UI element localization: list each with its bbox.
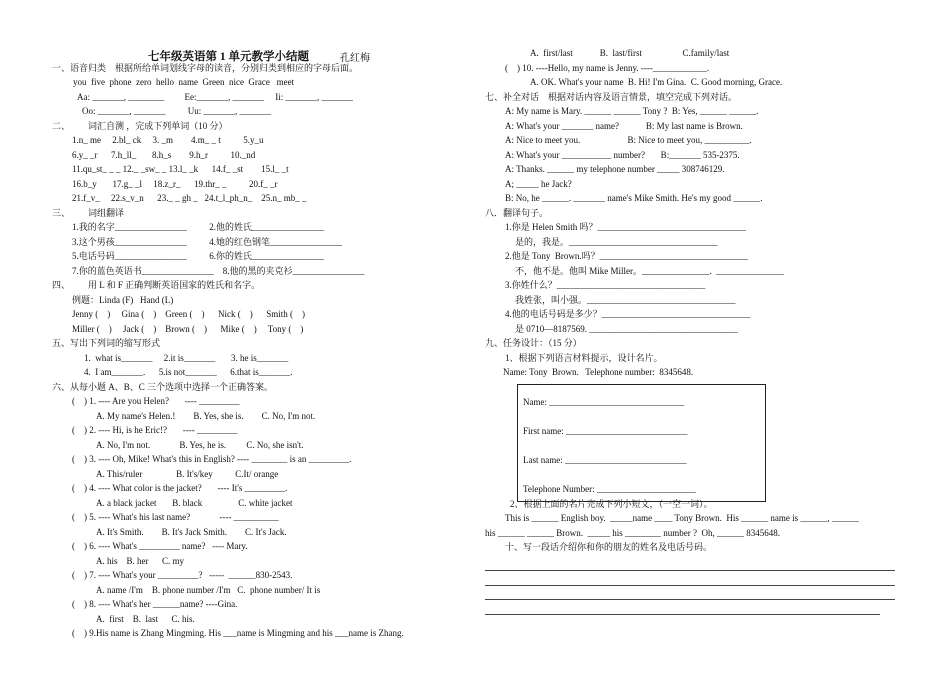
text-line: 5.电话号码________________ 6.你的姓氏________________ (72, 251, 325, 261)
text-line: ( ) 9.His name is Zhang Mingming. His ___name is Mingming and his ___name is Zhang. (72, 628, 404, 638)
writing-line-2 (485, 585, 895, 586)
page-title: 七年级英语第 1 单元教学小结题 (148, 51, 309, 63)
text-line: 是 0710—8187569. _________________________________ (515, 324, 738, 334)
text-line: 2、根据上面的名片完成下列小短文，（一空一词）。 (510, 499, 713, 509)
text-line: 11.qu_st_ _ _ 12._ _sw_ _ 13.l_ _k 14.f_ _st 15.l_ _t (72, 164, 289, 174)
text-line: A. This/ruler B. It's/key C.It/ orange (96, 469, 279, 479)
text-line: ( ) 1. ---- Are you Helen? ---- _________ (72, 396, 240, 406)
text-line: 例题：Linda (F) Hand (L) (72, 295, 174, 305)
text-line: 4.他的电话号码是多少？_________________________________ (505, 309, 751, 319)
text-line: A. It's Smith. B. It's Jack Smith. C. It's Jack. (96, 527, 287, 537)
text-line: A: What's your _______ name? B: My last name is Brown. (505, 121, 743, 131)
text-line: A: What's your ___________ number? B:_______ 535-2375. (505, 150, 740, 160)
text-line: 7.你的蓝色英语书________________ 8.他的黑的夹克衫________________ (72, 266, 365, 276)
writing-line-3 (485, 599, 895, 600)
text-line: Name: Tony Brown. Telephone number: 8345648. (503, 367, 694, 377)
text-line: 1.你是 Helen Smith 吗？_________________________________ (505, 222, 746, 232)
text-line: 十、写一段话介绍你和你的朋友的姓名及电话号码。 (505, 542, 713, 552)
text-line: A; _____ he Jack? (505, 179, 572, 189)
text-line: 1. what is_______ 2.it is_______ 3. he is_______ (84, 353, 289, 363)
text-line: his ______ ______ Brown. _____ his ________ number ? Oh, ______ 8345648. (485, 528, 780, 538)
text-line: A: My name is Mary. ______ ______ Tony ? B: Yes, ______ ______. (505, 106, 759, 116)
text-line: 16.b_y 17.g_ _l 18.z_r_ 19.thr_ _ 20.f_ _r (72, 179, 278, 189)
text-line: B: No, he ______. _______ name's Mike Smith. He's my good ______. (505, 193, 763, 203)
text-line: 1.我的名字________________ 2.他的姓氏________________ (72, 222, 325, 232)
text-line: 我姓张，叫小强。_________________________________ (515, 295, 736, 305)
text-line: First name: ___________________________ (523, 426, 688, 436)
text-line: Oo: _______, _______ Uu: _______, _______ (82, 106, 271, 116)
text-line: 6.y_ _r 7.h_ll_ 8.h_s 9.h_r 10._nd (72, 150, 256, 160)
text-line: 不，他不是。他叫 Mike Miller。_______________. _______________ (515, 266, 784, 276)
text-line: A: Nice to meet you. B: Nice to meet you, __________. (505, 135, 752, 145)
text-line: 4. I am_______. 5.is not_______ 6.that is_______. (84, 367, 293, 377)
text-line: 1、根据下列语言材料提示，设计名片。 (505, 353, 663, 363)
text-line: ( ) 3. ---- Oh, Mike! What's this in English? ---- ________ is an _________. (72, 454, 352, 464)
writing-line-4 (485, 614, 880, 615)
text-line: A. his B. her C. my (96, 556, 185, 566)
text-line: Name: ______________________________ (523, 397, 685, 407)
text-line: 八．翻译句子。 (485, 208, 549, 218)
text-line: ( ) 4. ---- What color is the jacket? ---- It's _________. (72, 483, 288, 493)
text-line: A. first/last B. last/first C.family/last (530, 48, 730, 58)
text-line: 一、语音归类 根据所给单词划线字母的读音，分别归类到相应的字母后面。 (52, 63, 359, 73)
text-line: 七、补全对话 根据对话内容及语言情景，填空完成下列对话。 (485, 92, 738, 102)
writing-line-1 (485, 570, 895, 571)
text-line: ( ) 2. ---- Hi, is he Eric!? ---- _________ (72, 425, 238, 435)
text-line: 2.他是 Tony Brown.吗？_________________________________ (505, 251, 749, 261)
text-line: 九、任务设计：（15 分） (485, 338, 582, 348)
text-line: 是的，我是。_________________________________ (515, 237, 718, 247)
text-line: 3.这个男孩________________ 4.她的红色钢笔________________ (72, 237, 343, 247)
text-line: Telephone Number: ______________________ (523, 484, 696, 494)
business-card-box (517, 384, 766, 502)
text-line: 六、从每小题 A、B、C 三个选项中选择一个正确答案。 (52, 382, 274, 392)
text-line: Last name: ___________________________ (523, 455, 687, 465)
author-name: 孔红梅 (340, 53, 370, 64)
text-line: Jenny ( ) Gina ( ) Green ( ) Nick ( ) Smith ( ) (72, 309, 305, 319)
text-line: A. My name's Helen.! B. Yes, she is. C. No, I'm not. (96, 411, 316, 421)
text-line: 3.你姓什么？_________________________________ (505, 280, 706, 290)
text-line: ( ) 7. ---- What's your _________? ----- ______830-2543. (72, 570, 293, 580)
text-line: 五、写出下列词的缩写形式 (52, 338, 161, 348)
text-line: A. No, I'm not. B. Yes, he is. C. No, she isn't. (96, 440, 304, 450)
text-line: ( ) 10. ----Hello, my name is Jenny. ----____________. (505, 63, 710, 73)
text-line: A. first B. last C. his. (96, 614, 195, 624)
text-line: 二、 词汇自测 ，完成下列单词（10 分） (52, 121, 228, 131)
text-line: ( ) 6. ---- What's _________ name? ---- Mary. (72, 541, 248, 551)
text-line: ( ) 8. ---- What's her ______name? ----Gina. (72, 599, 238, 609)
text-line: 21.f_v_ 22.s_v_n 23._ _ gh _ 24.t_l_ph_n_ 25.n_ mb_ _ (72, 193, 307, 203)
text-line: A: Thanks. ______ my telephone number _____ 308746129. (505, 164, 725, 174)
text-line: you five phone zero hello name Green nice Grace meet (73, 77, 295, 87)
text-line: 1.n_ me 2.bl_ ck 3. _m 4.m_ _ t 5.y_u (72, 135, 264, 145)
text-line: This is ______ English boy. _____name ____ Tony Brown. His ______ name is ______, ______ (505, 513, 859, 523)
text-line: A. name /I'm B. phone number /I'm C. phone number/ It is (96, 585, 321, 595)
text-line: 三、 词组翻译 (52, 208, 125, 218)
text-line: A. OK. What's your name B. Hi! I'm Gina. C. Good morning, Grace. (530, 77, 783, 87)
text-line: ( ) 5. ---- What's his last name? ---- __________ (72, 512, 279, 522)
text-line: Miller ( ) Jack ( ) Brown ( ) Mike ( ) Tony ( ) (72, 324, 304, 334)
text-line: 四、 用 L 和 F 正确判断英语国家的姓氏和名字。 (52, 280, 261, 290)
text-line: Aa: _______, ________ Ee:_______, _______ Ii: _______, _______ (77, 92, 353, 102)
text-line: A. a black jacket B. black C. white jacket (96, 498, 293, 508)
